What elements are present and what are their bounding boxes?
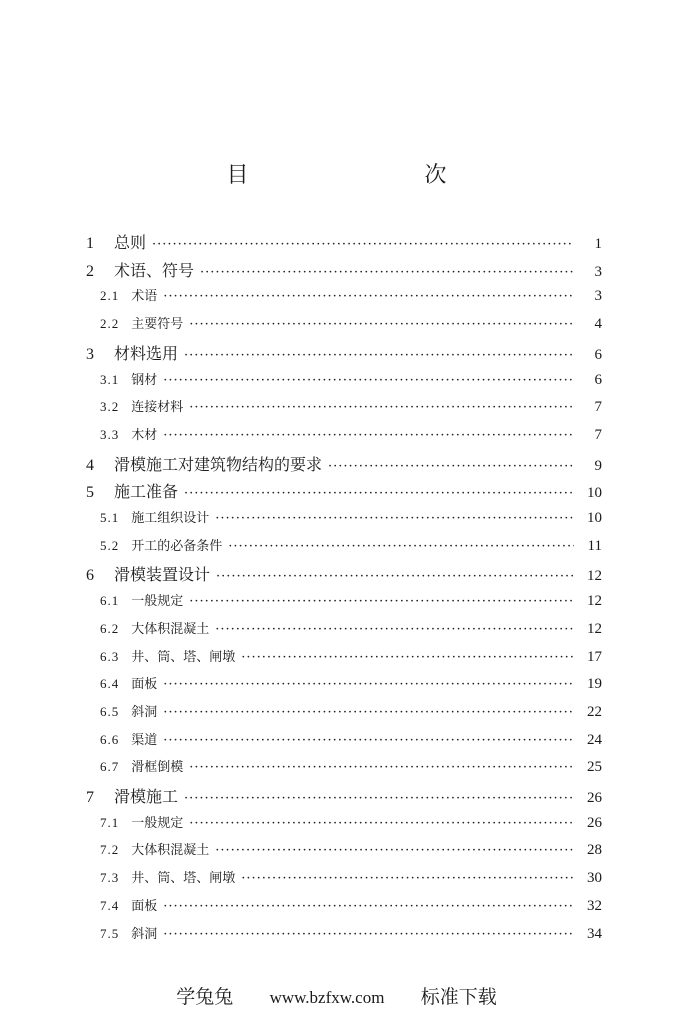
- toc-entry-page: 28: [587, 842, 602, 859]
- toc-entry-title: 一般规定: [131, 815, 184, 831]
- dot-leader: [184, 486, 574, 501]
- footer-watermark: [0, 982, 673, 1009]
- toc-entry-number: 6.3: [100, 648, 120, 664]
- toc-entry-title: 滑模装置设计: [114, 565, 211, 585]
- toc-entry-number: 6.6: [100, 731, 120, 747]
- dot-leader: [216, 569, 574, 584]
- toc-entry-number: 6.2: [100, 620, 120, 636]
- toc-entry-number: 2: [86, 262, 94, 280]
- toc-entry-page: 32: [587, 897, 602, 914]
- toc-entry[interactable]: [86, 452, 602, 478]
- toc-entry[interactable]: [86, 341, 602, 367]
- dot-leader: [163, 289, 574, 304]
- toc-entry-page: 11: [587, 537, 602, 554]
- dot-leader: [189, 594, 574, 609]
- toc-entry-page: 10: [587, 485, 602, 502]
- toc-entry-page: 7: [594, 399, 602, 416]
- toc-entry-number: 7.5: [100, 925, 120, 941]
- footer-brand: 学兔兔: [176, 986, 234, 1008]
- toc-entry[interactable]: [86, 230, 602, 256]
- toc-entry-number: 2.1: [100, 288, 120, 304]
- toc-entry[interactable]: [100, 590, 602, 616]
- toc-entry-page: 9: [594, 457, 602, 474]
- toc-entry-title: 大体积混凝土: [131, 621, 210, 637]
- toc-entry[interactable]: [100, 812, 602, 838]
- toc-entry-number: 5: [86, 484, 94, 502]
- dot-leader: [228, 539, 574, 554]
- toc-entry-page: 24: [587, 731, 602, 748]
- toc-entry[interactable]: [100, 618, 602, 644]
- toc-entry-page: 7: [594, 426, 602, 443]
- toc-entry-number: 3: [86, 345, 94, 363]
- toc-entry-title: 滑框倒模: [131, 760, 184, 776]
- toc-entry-title: 主要符号: [131, 317, 184, 333]
- dot-leader: [163, 733, 574, 748]
- toc-entry-page: 26: [587, 790, 602, 806]
- dot-leader: [215, 622, 574, 637]
- toc-entry-number: 5.1: [100, 510, 120, 525]
- toc-entry-title: 井、筒、塔、闸墩: [131, 871, 236, 887]
- page-title: 目 次: [226, 163, 491, 188]
- dot-leader: [163, 705, 574, 720]
- toc-entry-number: 1: [86, 235, 94, 252]
- toc-entry[interactable]: [100, 729, 602, 755]
- toc-entry-title: 面板: [131, 898, 158, 914]
- toc-entry-title: 滑模施工: [114, 787, 179, 806]
- dot-leader: [152, 237, 574, 252]
- toc-entry-title: 钢材: [131, 372, 158, 388]
- toc-entry[interactable]: [100, 839, 602, 865]
- toc-entry-page: 6: [594, 371, 602, 388]
- dot-leader: [163, 927, 574, 942]
- dot-leader: [163, 677, 574, 692]
- toc-entry-title: 材料选用: [114, 343, 179, 363]
- toc-entry-title: 开工的必备条件: [131, 538, 223, 554]
- toc-entry-number: 3.1: [100, 371, 120, 387]
- toc-entry-title: 总则: [114, 233, 147, 252]
- toc-entry-number: 2.2: [100, 316, 120, 332]
- toc-entry-page: 10: [587, 510, 602, 526]
- footer-url[interactable]: www.bzfxw.com: [269, 988, 385, 1007]
- toc-entry-number: 6.5: [100, 703, 120, 719]
- dot-leader: [184, 348, 574, 363]
- toc-entry-title: 面板: [131, 677, 158, 693]
- toc-entry-title: 大体积混凝土: [131, 843, 210, 859]
- dot-leader: [189, 317, 574, 332]
- toc-entry[interactable]: [100, 756, 602, 782]
- toc-entry-number: 6.1: [100, 593, 120, 609]
- dot-leader: [200, 265, 574, 280]
- dot-leader: [163, 373, 574, 388]
- toc-entry-number: 5.2: [100, 537, 120, 553]
- toc-entry-number: 7: [86, 789, 94, 806]
- toc-entry-page: 12: [587, 568, 602, 585]
- dot-leader: [189, 400, 574, 415]
- toc-entry[interactable]: [100, 424, 602, 450]
- dot-leader: [241, 871, 574, 886]
- toc-entry-title: 斜洞: [131, 926, 158, 942]
- toc-entry-title: 一般规定: [131, 594, 184, 610]
- toc-entry-title: 渠道: [131, 732, 158, 748]
- toc-entry-title: 木材: [131, 427, 158, 443]
- toc-entry-number: 7.1: [100, 814, 120, 830]
- toc-entry-title: 斜洞: [131, 704, 158, 720]
- toc-entry-number: 6.4: [100, 676, 120, 692]
- toc-entry[interactable]: [86, 562, 602, 588]
- dot-leader: [328, 459, 574, 474]
- toc-entry[interactable]: [100, 507, 602, 533]
- dot-leader: [189, 760, 574, 775]
- toc-entry-page: 19: [587, 676, 602, 693]
- dot-leader: [215, 843, 574, 858]
- dot-leader: [163, 428, 574, 443]
- toc-entry[interactable]: [100, 895, 602, 921]
- dot-leader: [189, 816, 574, 831]
- toc-entry[interactable]: [86, 784, 602, 810]
- toc-entry[interactable]: [100, 535, 602, 561]
- toc-entry-number: 4: [86, 456, 94, 474]
- dot-leader: [184, 791, 574, 806]
- toc-entry[interactable]: [100, 646, 602, 672]
- toc-entry-number: 7.4: [100, 897, 120, 913]
- dot-leader: [241, 650, 574, 665]
- toc-entry[interactable]: [86, 479, 602, 505]
- toc-entry[interactable]: [100, 396, 602, 422]
- toc-entry[interactable]: [86, 258, 602, 284]
- toc-entry-page: 26: [587, 814, 602, 831]
- toc-entry-title: 井、筒、塔、闸墩: [131, 649, 236, 665]
- toc-entry-page: 25: [587, 759, 602, 776]
- footer-tagline: 标准下载: [420, 986, 497, 1008]
- toc-entry[interactable]: [100, 867, 602, 893]
- toc-entry-title: 施工组织设计: [131, 511, 210, 526]
- toc-entry-page: 4: [594, 316, 602, 333]
- toc-entry-title: 术语、符号: [114, 260, 195, 280]
- toc-entry-title: 连接材料: [131, 400, 184, 416]
- toc-entry-number: 7.3: [100, 870, 120, 886]
- toc-entry-number: 6: [86, 567, 94, 585]
- toc-entry-number: 3.3: [100, 426, 120, 442]
- toc-entry-page: 3: [594, 263, 602, 280]
- dot-leader: [215, 511, 574, 526]
- toc-entry[interactable]: [100, 285, 602, 311]
- toc-entry-page: 17: [587, 648, 602, 665]
- toc-entry-page: 34: [587, 925, 602, 942]
- toc-entry-page: 22: [587, 703, 602, 720]
- toc-entry-page: 12: [587, 620, 602, 637]
- toc-entry-title: 术语: [131, 289, 158, 305]
- dot-leader: [163, 899, 574, 914]
- toc-entry-page: 30: [587, 870, 602, 887]
- toc-entry-number: 6.7: [100, 759, 120, 775]
- toc-entry[interactable]: [100, 923, 602, 949]
- toc-entry-number: 3.2: [100, 399, 120, 415]
- toc-entry-page: 12: [587, 593, 602, 610]
- toc-entry[interactable]: [100, 369, 602, 395]
- toc-entry-page: 6: [594, 346, 602, 363]
- toc-entry-page: 1: [594, 236, 602, 252]
- toc-entry-number: 7.2: [100, 842, 120, 858]
- toc-entry[interactable]: [100, 673, 602, 699]
- toc-entry[interactable]: [100, 701, 602, 727]
- toc-entry[interactable]: [100, 313, 602, 339]
- toc-entry-page: 3: [594, 288, 602, 305]
- toc-entry-title: 施工准备: [114, 482, 179, 502]
- toc-entry-title: 滑模施工对建筑物结构的要求: [114, 454, 323, 474]
